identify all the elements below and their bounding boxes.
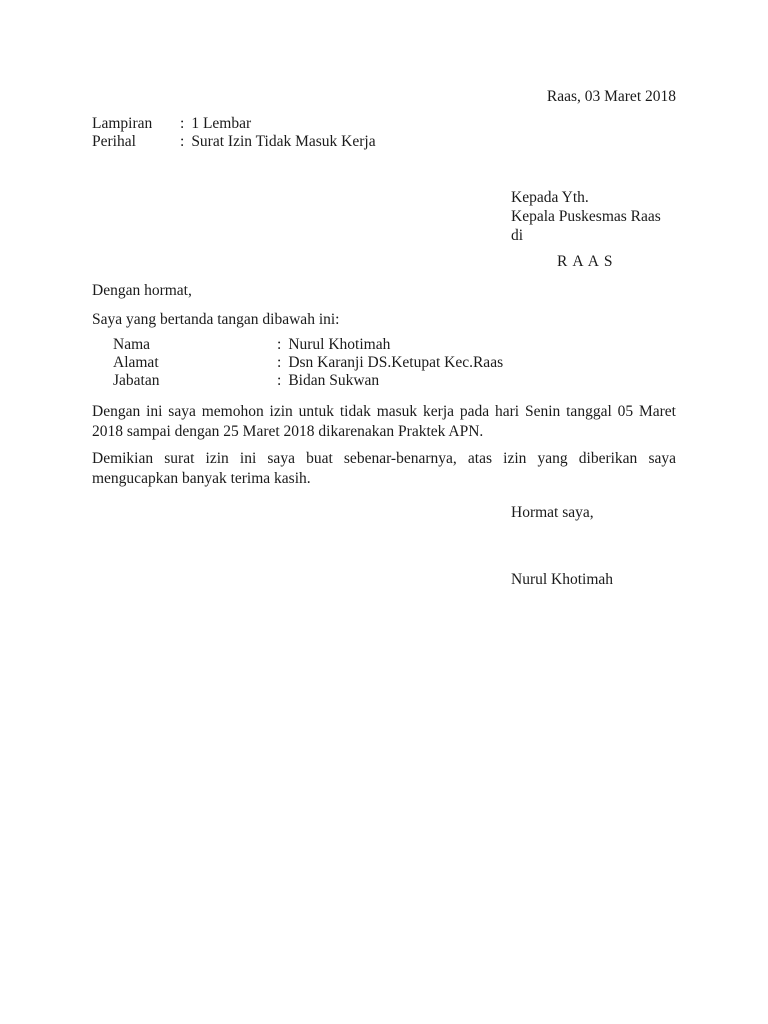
- meta-value-perihal: Surat Izin Tidak Masuk Kerja: [191, 133, 376, 150]
- recipient-city: R A A S: [557, 253, 614, 270]
- closing-block: [511, 503, 676, 589]
- recipient-block: [511, 188, 676, 271]
- identity-label-nama: Nama: [113, 336, 151, 353]
- identity-colon: :: [277, 372, 282, 389]
- intro-line: Saya yang bertanda tangan dibawah ini:: [92, 311, 340, 328]
- identity-row-nama: [113, 336, 676, 354]
- identity-label-alamat: Alamat: [113, 354, 159, 371]
- identity-block: [113, 336, 676, 390]
- identity-value-jabatan: Bidan Sukwan: [288, 372, 380, 389]
- identity-colon: :: [277, 354, 282, 371]
- identity-colon: :: [277, 336, 282, 353]
- salutation: Dengan hormat,: [92, 282, 192, 299]
- body-paragraph-request: Dengan ini saya memohon izin untuk tidak masuk kerja pada hari Senin tanggal 05 Maret 2018 sampai dengan 25 Maret 2018 dikarenakan Praktek APN.: [92, 403, 676, 440]
- meta-label-lampiran: Lampiran: [92, 115, 153, 132]
- closing-salutation: Hormat saya,: [511, 504, 594, 521]
- meta-value-lampiran: 1 Lembar: [191, 115, 252, 132]
- meta-colon: :: [180, 133, 185, 150]
- recipient-title: Kepala Puskesmas Raas: [511, 208, 661, 225]
- date-line: Raas, 03 Maret 2018: [546, 88, 676, 105]
- body-paragraph-closing: Demikian surat izin ini saya buat sebenar-benarnya, atas izin yang diberikan saya mengucapkan banyak terima kasih.: [92, 450, 676, 487]
- identity-value-alamat: Dsn Karanji DS.Ketupat Kec.Raas: [288, 354, 504, 371]
- meta-row-lampiran: [92, 115, 676, 133]
- recipient-honorific: Kepada Yth.: [511, 189, 589, 206]
- identity-label-jabatan: Jabatan: [113, 372, 160, 389]
- identity-value-nama: Nurul Khotimah: [288, 336, 391, 353]
- meta-row-perihal: [92, 133, 676, 151]
- meta-label-perihal: Perihal: [92, 133, 136, 150]
- identity-row-alamat: [113, 354, 676, 372]
- identity-row-jabatan: [113, 372, 676, 390]
- meta-colon: :: [180, 115, 185, 132]
- meta-block: [92, 115, 676, 151]
- signer-name: Nurul Khotimah: [511, 571, 614, 588]
- recipient-at: di: [511, 227, 524, 244]
